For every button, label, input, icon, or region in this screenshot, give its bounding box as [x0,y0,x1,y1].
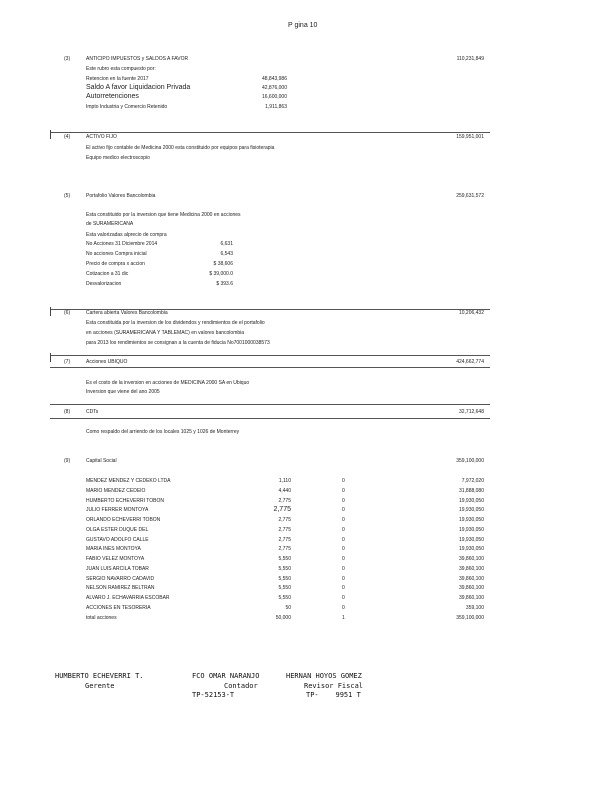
shareholder-col2: 0 [342,536,345,543]
note-title: Cartera abierta Valores Bancolombia [86,310,168,316]
shareholder-col2: 0 [342,497,345,504]
section-rule [50,404,490,405]
shareholder-name: GUSTAVO ADOLFO CALLE [86,536,149,543]
note-number: (6) [64,310,71,316]
shareholder-value: 39,860,100 [458,565,484,572]
shareholder-name: MARIA INES MONTOYA [86,546,141,553]
note-title: Capital Social [86,458,117,464]
shareholder-shares: 2,775 [278,536,291,543]
signatory-id: TP- 9951 T [306,691,361,699]
row-value: 48,843,986 [261,76,287,82]
row-value: 6,631 [220,241,233,247]
shareholder-shares: 2,775 [278,517,291,523]
shareholder-shares: 2,775 [278,526,291,533]
note-title: Portafolio Valores Bancolombia [86,193,156,199]
margin-mark [50,307,51,316]
note-number: (5) [64,193,71,199]
row-value: $ 393.6 [216,281,233,287]
row-label: Desvalorizacion [86,281,122,287]
row-label: Saldo A favor Liquidacion Privada [86,84,191,91]
shareholder-name: JUAN LUIS ARCILA TOBAR [86,565,149,572]
note-line: Esta valorizadas alprecio de compra [86,232,167,238]
shareholder-value: 19,930,050 [458,507,484,514]
shareholder-col2: 1 [342,614,345,621]
shareholder-col2: 0 [342,604,345,611]
shareholder-name: ORLANDO ECHEVERRI TOBON [86,517,161,523]
note-number: (3) [64,56,71,62]
note-line: Es el costo de la inversion en acciones de MEDICINA 2000 SA en Ubiquo [86,380,250,386]
shareholder-value: 7,972,020 [461,478,484,484]
signatory-role: Contador [224,682,258,690]
shareholder-shares: 50 [285,604,291,611]
shareholder-value: 39,860,100 [458,585,484,592]
signatory-role: Revisor Fiscal [304,682,364,690]
note-line: en acciones (SURAMERICANA Y TABLEMAC) en valores bancolombia [86,330,245,336]
shareholder-name: HUMBERTO ECHEVERRI TOBON [86,497,164,504]
note-title: CDTs [86,409,99,415]
note-amount: 110,231,849 [456,56,484,62]
row-value: $ 39,000.0 [209,271,233,277]
shareholder-col2: 0 [342,487,345,494]
shareholder-col2: 0 [342,556,345,562]
shareholder-value: 39,860,100 [458,575,484,582]
page-header: P gina 10 [288,22,318,29]
row-label: Precio de compra x accion [86,261,145,267]
row-value: 1,911,863 [265,104,287,110]
row-label: Autorretenciones [86,93,139,100]
shareholder-value: 39,860,100 [458,595,484,601]
section-rule [50,367,490,368]
row-label: Retencion en la fuente 2017 [86,76,149,82]
shareholder-value: 19,930,050 [458,517,484,523]
row-value: $ 38,606 [213,261,233,267]
section-rule [50,132,490,133]
shareholder-col2: 0 [342,478,345,484]
note-line: El activo fijo contable de Medicina 2000 esta constituido por equipos para fisioterapia [86,145,275,151]
shareholder-value: 359,100,000 [456,614,484,621]
signatory-role: Gerente [85,682,115,690]
note-amount: 359,100,000 [456,458,484,464]
shareholder-name: SERGIO NAVARRO CADAVID [86,575,155,582]
shareholder-col2: 0 [342,565,345,572]
note-line: para 2013 los rendimientos se consignan a la cuenta de fiducia No7001000038573 [86,340,270,346]
shareholder-shares: 50,000 [275,614,291,621]
shareholder-col2: 0 [342,546,345,553]
shareholder-col2: 0 [342,517,345,523]
shareholder-shares: 2,775 [273,506,291,514]
note-amount: 10,206,432 [458,310,484,316]
row-value: 6,543 [220,251,233,257]
note-line: Esta constituido por la inversion que tiene Medicina 2000 en acciones [86,212,241,218]
shareholder-shares: 1,110 [278,478,291,484]
note-description: Este rubro esta compuesto por: [86,66,156,72]
note-amount: 32,712,648 [458,409,484,415]
shareholder-value: 19,930,050 [458,526,484,533]
shareholder-col2: 0 [342,526,345,533]
shareholder-shares: 2,775 [278,497,291,504]
shareholder-col2: 0 [342,585,345,592]
shareholder-col2: 0 [342,575,345,582]
note-title: Acciones UBIQUO [86,359,128,365]
shareholder-shares: 5,550 [278,556,291,562]
shareholder-value: 19,930,050 [458,536,484,543]
row-value: 16,600,000 [261,94,287,100]
note-number: (4) [64,134,71,140]
shareholder-value: 359,100 [465,604,484,611]
shareholder-value: 19,930,050 [458,497,484,504]
note-number: (8) [64,409,71,415]
shareholder-name: OLGA ESTER DUQUE DEL [86,526,149,533]
shareholder-shares: 2,775 [278,546,291,553]
note-number: (9) [64,458,71,464]
shareholder-value: 39,860,100 [458,556,484,562]
shareholder-shares: 4,440 [278,487,291,494]
shareholder-name: MENDEZ MENDEZ Y CEDEKO LTDA [86,478,171,484]
row-value: 42,876,000 [261,85,287,91]
row-label: No Acciones 31 Diciembre 2014 [86,241,158,247]
note-line: de SURAMERICANA [86,221,134,227]
note-line: Esta constituida por la inversion de los dividendos y rendimientos de el portafolio [86,320,265,326]
note-amount: 159,951,001 [456,134,484,140]
note-line: Equipo medico electroscopio [86,155,150,161]
shareholder-shares: 5,550 [278,585,291,592]
margin-mark [50,353,51,362]
shareholder-name: NELSON RAMIREZ BELTRAN [86,585,155,592]
signatory-id: TP-52153-T [192,691,235,699]
row-label: Cotizacion a 31 dic [86,271,129,277]
shareholder-shares: 5,550 [278,565,291,572]
note-number: (7) [64,359,71,365]
note-title: ANTICIPO IMPUESTOS y SALDOS A FAVOR [86,56,189,62]
shareholder-name: MARIO MENDEZ CEDEIO [86,487,146,494]
shareholder-value: 19,930,050 [458,546,484,553]
shareholder-shares: 5,550 [278,575,291,582]
signatory-name: HUMBERTO ECHEVERRI T. [55,672,144,680]
note-title: ACTIVO FIJO [86,134,117,140]
shareholder-name: ALVARO J. ECHAVARRIA ESCOBAR [86,595,170,601]
shareholder-name: JULIO FERRER MONTOYA [86,507,149,514]
note-line: Como respaldo del arriendo de los locales 1025 y 1026 de Monterrey [86,429,240,435]
note-amount: 259,631,572 [456,193,484,199]
margin-mark [50,130,51,139]
note-amount: 424,662,774 [456,359,484,365]
row-label: No acciones Compra inicial [86,251,147,257]
signatory-name: FCO OMAR NARANJO [192,672,260,680]
shareholder-col2: 0 [342,595,345,601]
shareholder-value: 31,888,080 [458,487,484,494]
signatory-name: HERNAN HOYOS GOMEZ [286,672,362,680]
shareholder-shares: 5,550 [278,595,291,601]
shareholder-col2: 0 [342,507,345,514]
section-rule [50,418,490,419]
shareholder-name: total acciones [86,614,117,621]
section-rule [50,355,490,356]
note-line: Inversion que viene del ano 2005 [86,389,160,395]
row-label: Impto Industria y Comercio Retenido [86,104,168,110]
shareholder-name: ACCIONES EN TESORERIA [86,604,151,611]
shareholder-name: FABIO VELEZ MONTOYA [86,556,145,562]
